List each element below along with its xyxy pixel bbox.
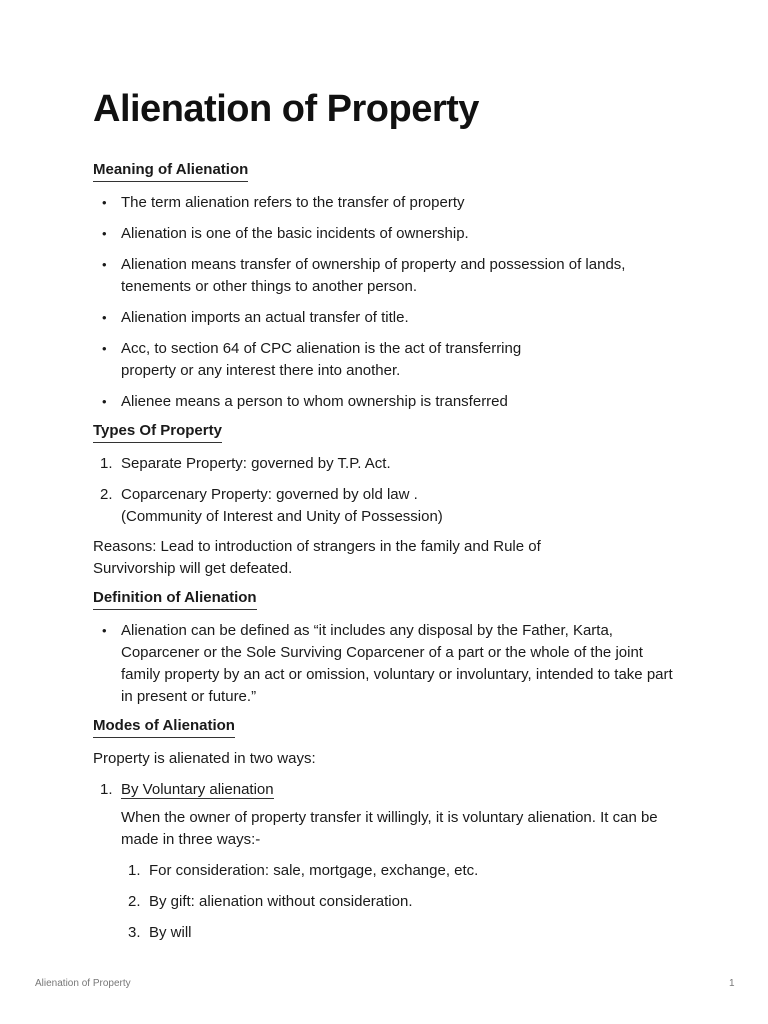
section-heading-definition: Definition of Alienation <box>93 588 257 610</box>
modes-list <box>93 779 683 944</box>
mode-label: By Voluntary alienation <box>121 781 274 798</box>
list-item: • The term alienation refers to the transfer of property <box>93 192 683 214</box>
list-item: 1. Separate Property: governed by T.P. Act. <box>100 455 391 472</box>
list-item: 1. For consideration: sale, mortgage, exchange, etc. <box>128 862 479 879</box>
bullet-icon: • <box>102 341 107 356</box>
section-types <box>93 421 683 443</box>
section-modes <box>93 716 683 738</box>
list-item: 2. Coparcenary Property: governed by old law . (Community of Interest and Unity of Possession) <box>100 486 443 525</box>
section-heading-modes: Modes of Alienation <box>93 716 235 738</box>
meaning-list <box>93 192 683 413</box>
bullet-icon: • <box>102 226 107 241</box>
list-item: • Alienation can be defined as “it includes any disposal by the Father, Karta, Coparcener or the Sole Surviving Coparcener of a part or the whole of the joint family property by an act or omission, voluntary or involuntary, intended to take part in present or future.” <box>102 622 673 705</box>
document-page <box>93 86 683 944</box>
bullet-icon: • <box>102 394 107 409</box>
list-item: 1. By Voluntary alienation When the owner of property transfer it willingly, it is voluntary alienation. It can be made in three ways:- 1. For consideration: sale, mortgage, exchange, etc. 2. By gift: alienation without consideration. 3. By will <box>93 779 683 944</box>
modes-intro: Property is alienated in two ways: <box>93 750 316 767</box>
section-meaning <box>93 160 683 182</box>
section-heading-types: Types Of Property <box>93 421 222 443</box>
list-item: • Acc, to section 64 of CPC alienation is the act of transferring property or any interest there into another. <box>102 340 522 379</box>
list-item: • Alienation means transfer of ownership of property and possession of lands, tenements or other things to another person. <box>102 256 626 295</box>
section-definition <box>93 588 683 610</box>
page-number: 1 <box>729 978 735 989</box>
mode-sublist <box>121 860 683 944</box>
bullet-icon: • <box>102 195 107 210</box>
bullet-icon: • <box>102 310 107 325</box>
definition-list <box>93 620 683 708</box>
types-reasons: Reasons: Lead to introduction of strangers in the family and Rule of Survivorship will get defeated. <box>93 538 541 577</box>
footer-title: Alienation of Property <box>35 978 131 989</box>
list-item: • Alienee means a person to whom ownership is transferred <box>93 391 683 413</box>
mode-description: When the owner of property transfer it willingly, it is voluntary alienation. It can be made in three ways:- <box>121 809 658 848</box>
section-heading-meaning: Meaning of Alienation <box>93 160 248 182</box>
list-item: 3. By will <box>128 924 192 941</box>
types-list <box>93 453 683 528</box>
page-title: Alienation of Property <box>93 88 479 130</box>
list-item: 2. By gift: alienation without consideration. <box>128 893 413 910</box>
bullet-icon: • <box>102 623 107 638</box>
list-item: • Alienation imports an actual transfer of title. <box>93 307 683 329</box>
list-item: • Alienation is one of the basic incidents of ownership. <box>93 223 683 245</box>
bullet-icon: • <box>102 257 107 272</box>
